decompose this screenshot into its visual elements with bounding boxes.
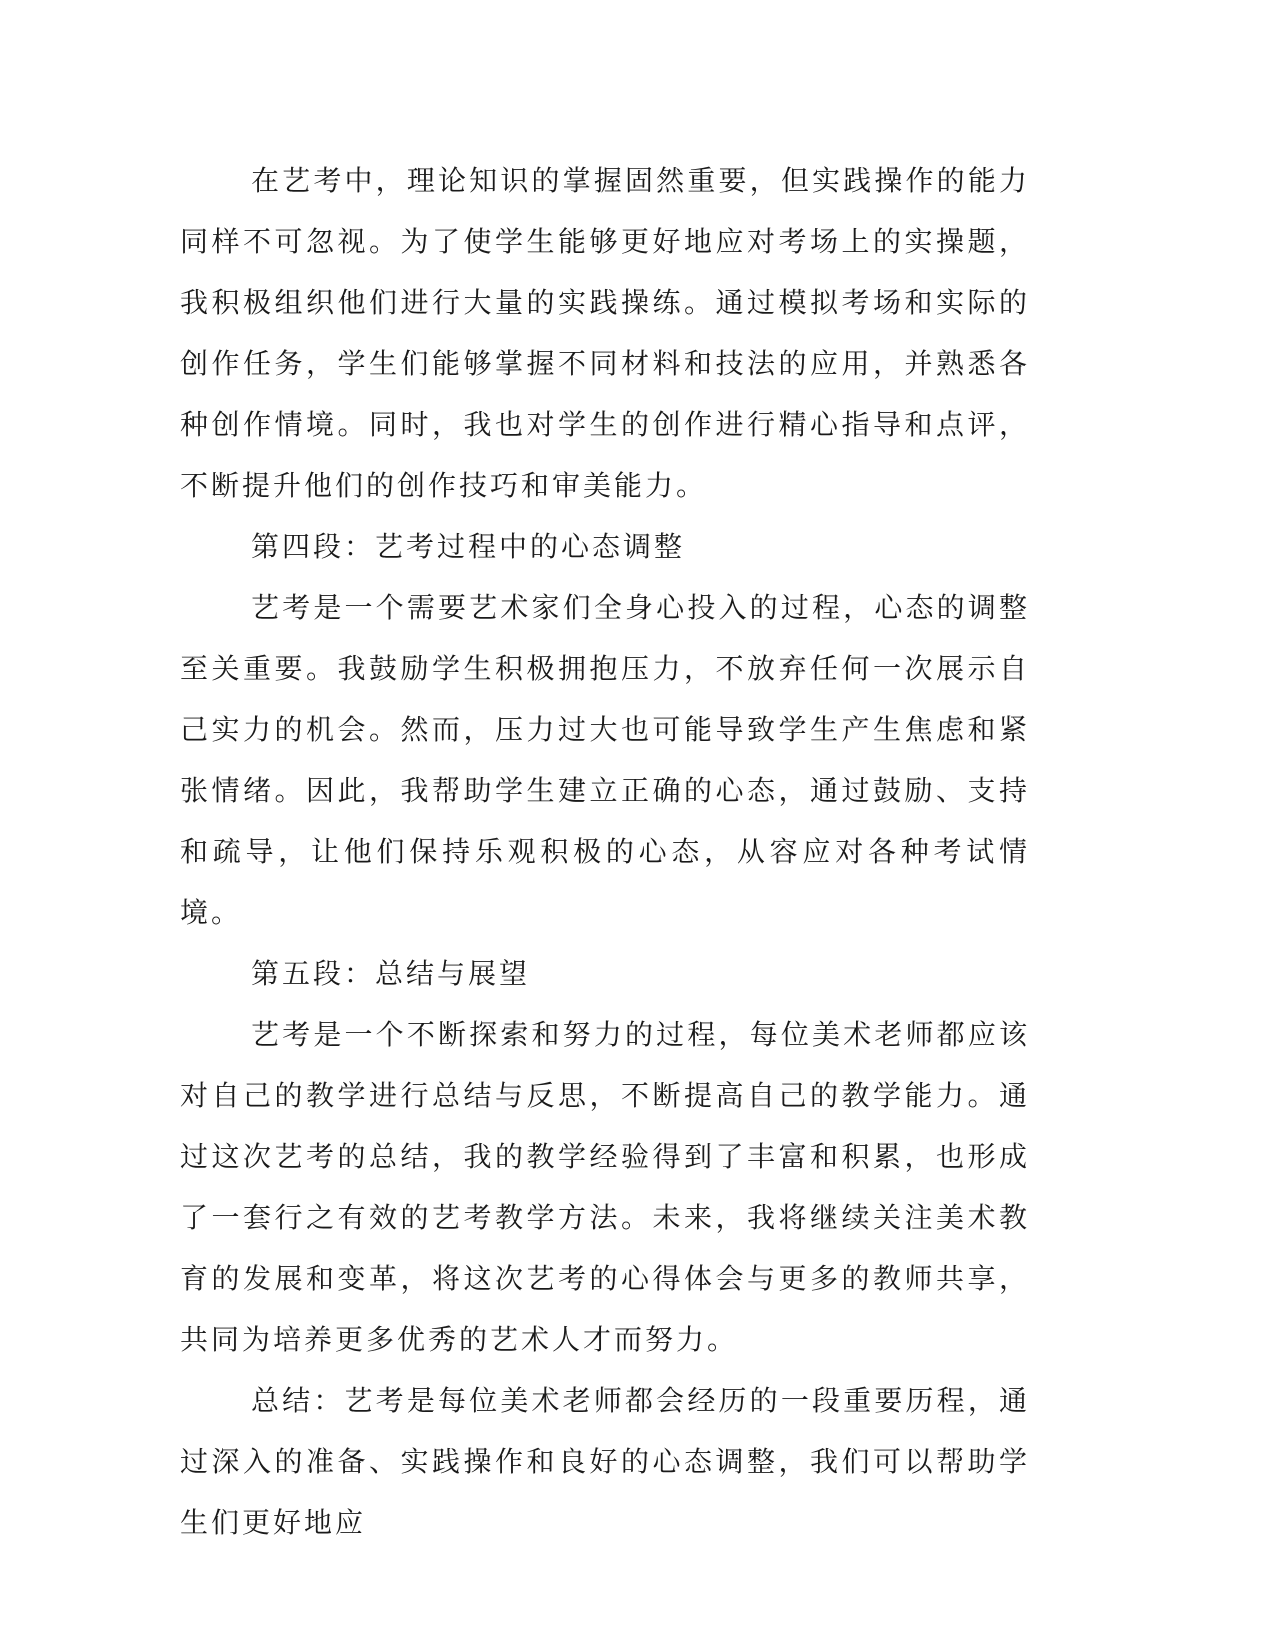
paragraph-outlook: 艺考是一个不断探索和努力的过程，每位美术老师都应该对自己的教学进行总结与反思，不断提高自己的教学能力。通过这次艺考的总结，我的教学经验得到了丰富和积累，也形成了一套行之有效的艺考教学方法。未来，我将继续关注美术教育的发展和变革，将这次艺考的心得体会与更多的教师共享，共同为培养更多优秀的艺术人才而努力。: [180, 1018, 1030, 1356]
paragraph-mindset: 艺考是一个需要艺术家们全身心投入的过程，心态的调整至关重要。我鼓励学生积极拥抱压力，不放弃任何一次展示自己实力的机会。然而，压力过大也可能导致学生产生焦虑和紧张情绪。因此，我帮助学生建立正确的心态，通过鼓励、支持和疏导，让他们保持乐观积极的心态，从容应对各种考试情境。: [180, 591, 1030, 929]
document-page: [180, 150, 1030, 1553]
section-heading-4: 第四段：艺考过程中的心态调整: [251, 530, 686, 563]
paragraph-summary: 总结：艺考是每位美术老师都会经历的一段重要历程，通过深入的准备、实践操作和良好的心态调整，我们可以帮助学生们更好地应: [180, 1384, 1030, 1539]
section-heading-5: 第五段：总结与展望: [251, 957, 531, 990]
paragraph-practice: 在艺考中，理论知识的掌握固然重要，但实践操作的能力同样不可忽视。为了使学生能够更好地应对考场上的实操题，我积极组织他们进行大量的实践操练。通过模拟考场和实际的创作任务，学生们能够掌握不同材料和技法的应用，并熟悉各种创作情境。同时，我也对学生的创作进行精心指导和点评，不断提升他们的创作技巧和审美能力。: [180, 164, 1030, 502]
